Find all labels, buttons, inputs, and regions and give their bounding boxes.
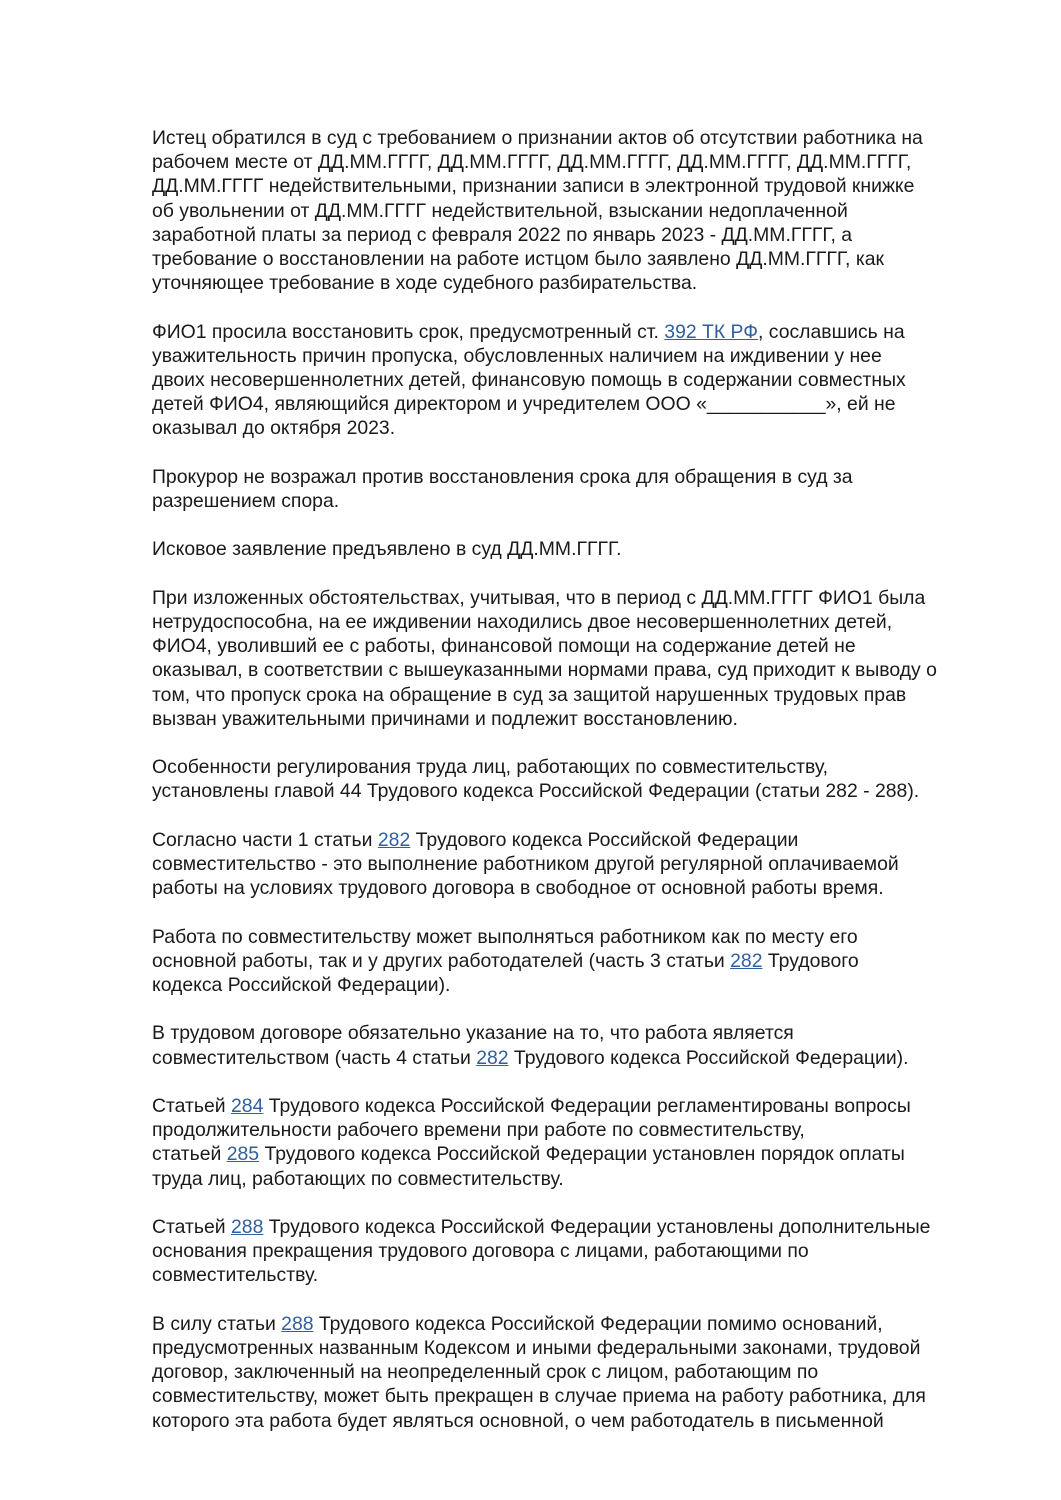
text-fragment: статьей: [152, 1143, 227, 1166]
text-line: оказывал, в соответствии с вышеуказанными нормами права, суд приходит к выводу о: [152, 659, 937, 682]
paragraph-10: [152, 1094, 997, 1191]
text-line: предусмотренных названным Кодексом и иными федеральными законами, трудовой: [152, 1336, 921, 1359]
link-article-282[interactable]: 282: [476, 1046, 509, 1069]
text-fragment: ФИО1 просила восстановить срок, предусмотренный ст.: [152, 320, 665, 343]
paragraph-5: [152, 586, 997, 731]
link-article-284[interactable]: 284: [231, 1094, 264, 1117]
link-article-288[interactable]: 288: [231, 1215, 264, 1238]
text-line: двоих несовершеннолетних детей, финансовую помощь в содержании совместных: [152, 369, 906, 392]
text-fragment: , сославшись на: [758, 320, 905, 343]
text-fragment: Статьей: [152, 1215, 232, 1238]
paragraph-2: [152, 320, 997, 441]
text-line: совместительство - это выполнение работником другой регулярной оплачиваемой: [152, 853, 899, 875]
text-line: вызван уважительными причинами и подлежит восстановлению.: [152, 707, 738, 730]
text-line: [152, 1094, 997, 1118]
text-line: [152, 320, 997, 344]
text-fragment: Трудового кодекса Российской Федерации).: [508, 1046, 909, 1069]
paragraph-12: [152, 1312, 997, 1433]
text-fragment: совместительством (часть 4 статьи: [152, 1046, 477, 1069]
text-line: детей ФИО4, являющийся директором и учредителем ООО «___________», ей не: [152, 393, 896, 416]
text-line: договор, заключенный на неопределенный срок с лицом, работающим по: [152, 1361, 819, 1384]
link-article-282[interactable]: 282: [730, 949, 763, 972]
text-line: В трудовом договоре обязательно указание на то, что работа является: [152, 1022, 794, 1045]
text-line: Особенности регулирования труда лиц, работающих по совместительству,: [152, 756, 829, 779]
text-line: Прокурор не возражал против восстановления срока для обращения в суд за: [152, 465, 853, 488]
link-article-288[interactable]: 288: [281, 1312, 314, 1335]
text-line: совместительству, может быть прекращен в случае приема на работу работника, для: [152, 1385, 926, 1408]
text-line: При изложенных обстоятельствах, учитывая, что в период с ДД.ММ.ГГГГ ФИО1 была: [152, 586, 926, 609]
text-line: которого эта работа будет являться основной, о чем работодатель в письменной: [152, 1409, 884, 1432]
text-fragment: В силу статьи: [152, 1312, 282, 1335]
document-page: [152, 126, 997, 1457]
text-fragment: основной работы, так и у других работодателей (часть 3 статьи: [152, 949, 731, 972]
text-line: совместительству.: [152, 1264, 319, 1287]
text-line: [152, 949, 997, 973]
paragraph-7: [152, 828, 997, 901]
text-line: разрешением спора.: [152, 490, 340, 513]
text-fragment: Трудового кодекса Российской Федерации помимо оснований,: [313, 1312, 883, 1335]
text-line: кодекса Российской Федерации).: [152, 974, 451, 996]
text-fragment: Трудового кодекса Российской Федерации установлены дополнительные: [263, 1215, 931, 1238]
text-line: Работа по совместительству может выполняться работником как по месту его: [152, 925, 858, 948]
paragraph-4: [152, 537, 997, 561]
text-line: [152, 1142, 997, 1166]
text-fragment: Статьей: [152, 1094, 232, 1117]
text-line: нетрудоспособна, на ее иждивении находились двое несовершеннолетних детей,: [152, 611, 893, 633]
text-fragment: Трудового: [762, 949, 859, 972]
text-line: ДД.ММ.ГГГГ недействительными, признании записи в электронной трудовой книжке: [152, 175, 915, 198]
text-line: оказывал до октября 2023.: [152, 417, 396, 440]
paragraph-1: [152, 126, 997, 295]
text-line: [152, 1312, 997, 1336]
paragraph-6: [152, 755, 997, 803]
text-fragment: Трудового кодекса Российской Федерации регламентированы вопросы: [263, 1094, 911, 1117]
text-fragment: Трудового кодекса Российской Федерации: [410, 828, 799, 851]
text-line: работы на условиях трудового договора в свободное от основной работы время.: [152, 877, 884, 900]
text-line: уважительность причин пропуска, обусловленных наличием на иждивении у нее: [152, 344, 882, 367]
text-line: [152, 828, 997, 852]
text-line: [152, 1046, 997, 1070]
text-line: Истец обратился в суд с требованием о признании актов об отсутствии работника на: [152, 127, 923, 149]
text-line: об увольнении от ДД.ММ.ГГГГ недействительной, взыскании недоплаченной: [152, 199, 848, 222]
text-line: продолжительности рабочего времени при работе по совместительству,: [152, 1119, 805, 1142]
text-line: том, что пропуск срока на обращение в суд за защитой нарушенных трудовых прав: [152, 683, 907, 706]
text-fragment: Трудового кодекса Российской Федерации установлен порядок оплаты: [259, 1143, 905, 1166]
text-line: установлены главой 44 Трудового кодекса Российской Федерации (статьи 282 - 288).: [152, 780, 920, 803]
text-line: требование о восстановлении на работе истцом было заявлено ДД.ММ.ГГГГ, как: [152, 248, 885, 271]
link-article-285[interactable]: 285: [226, 1143, 260, 1166]
text-line: заработной платы за период с февраля 2022 по январь 2023 - ДД.ММ.ГГГГ, а: [152, 223, 853, 246]
link-article-282[interactable]: 282: [377, 828, 411, 851]
text-line: [152, 1215, 997, 1239]
link-392-tk-rf[interactable]: 392 ТК РФ: [664, 320, 759, 343]
text-line: Исковое заявление предъявлено в суд ДД.ММ.ГГГГ.: [152, 538, 622, 561]
text-line: рабочем месте от ДД.ММ.ГГГГ, ДД.ММ.ГГГГ, ДД.ММ.ГГГГ, ДД.ММ.ГГГГ, ДД.ММ.ГГГГ,: [152, 151, 912, 174]
text-line: основания прекращения трудового договора с лицами, работающими по: [152, 1240, 809, 1263]
paragraph-11: [152, 1215, 997, 1288]
text-line: уточняющее требование в ходе судебного разбирательства.: [152, 272, 698, 295]
paragraph-8: [152, 925, 997, 998]
paragraph-9: [152, 1021, 997, 1069]
paragraph-3: [152, 465, 997, 513]
text-line: труда лиц, работающих по совместительству.: [152, 1167, 564, 1190]
text-line: ФИО4, уволивший ее с работы, финансовой помощи на содержание детей не: [152, 635, 856, 658]
text-fragment: Согласно части 1 статьи: [152, 828, 378, 851]
